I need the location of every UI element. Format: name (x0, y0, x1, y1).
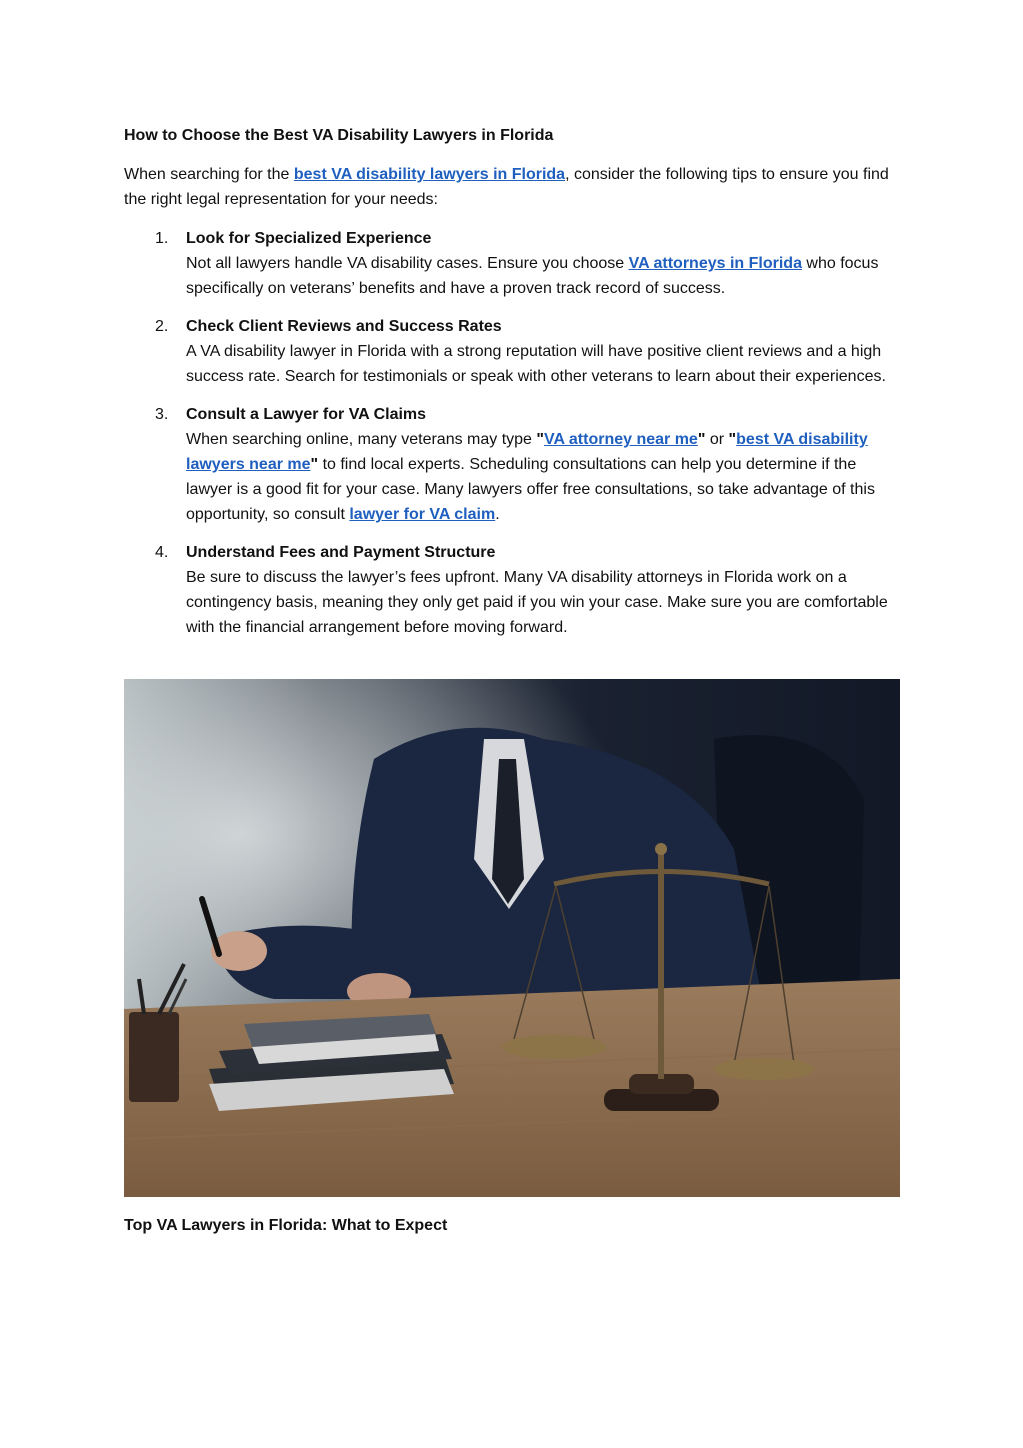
article-body (124, 124, 900, 653)
list-number: 1. (155, 230, 169, 247)
intro-text-after: , consider the following tips to ensure you find the right legal representation for your needs: (124, 166, 889, 208)
tip-text: When searching online, many veterans may type (186, 431, 537, 448)
intro-paragraph (124, 162, 900, 212)
next-section-heading: Top VA Lawyers in Florida: What to Expect (124, 1217, 448, 1234)
va-attorney-near-me-link[interactable]: VA attorney near me (544, 431, 698, 448)
best-va-disability-lawyers-near-me-link[interactable]: best VA disability lawyers near me (186, 431, 868, 473)
tip-text: Not all lawyers handle VA disability cases. Ensure you choose (186, 255, 629, 272)
list-item (124, 540, 900, 640)
tip-title: Consult a Lawyer for VA Claims (186, 406, 427, 423)
lawyer-desk-illustration (124, 679, 900, 1197)
va-attorneys-florida-link[interactable]: VA attorneys in Florida (628, 255, 802, 272)
quote-mark: " (728, 431, 737, 448)
list-item (124, 226, 900, 301)
tip-text: A VA disability lawyer in Florida with a strong reputation will have positive client reviews and a high success rate. Search for testimonials or speak with other veterans to learn about their experiences. (186, 343, 886, 385)
list-number: 4. (155, 544, 169, 561)
tip-text: or (705, 431, 729, 448)
tip-title: Understand Fees and Payment Structure (186, 544, 496, 561)
quote-mark: " (310, 456, 319, 473)
tip-text: who focus specifically on veterans’ benefits and have a proven track record of success. (186, 255, 879, 297)
tip-title: Look for Specialized Experience (186, 230, 432, 247)
lawyer-for-va-claim-link[interactable]: lawyer for VA claim (349, 506, 496, 523)
tips-list (124, 226, 900, 640)
lawyer-desk-photo (124, 679, 900, 1197)
list-item (124, 402, 900, 527)
quote-mark: " (536, 431, 544, 448)
section-heading: How to Choose the Best VA Disability Lawyers in Florida (124, 127, 554, 144)
list-item (124, 314, 900, 389)
list-number: 3. (155, 406, 169, 423)
quote-mark: " (697, 431, 706, 448)
tip-title: Check Client Reviews and Success Rates (186, 318, 502, 335)
tip-text: to find local experts. Scheduling consultations can help you determine if the lawyer is a good fit for your case. Many lawyers offer free consultations, so take advantage of this opportunity, so consult (186, 456, 875, 523)
best-va-disability-lawyers-link[interactable]: best VA disability lawyers in Florida (293, 166, 566, 183)
tip-text: Be sure to discuss the lawyer’s fees upfront. Many VA disability attorneys in Florida work on a contingency basis, meaning they only get paid if you win your case. Make sure you are comfortable with the financial arrangement before moving forward. (186, 569, 888, 636)
tip-text: . (495, 506, 500, 523)
list-number: 2. (155, 318, 169, 335)
intro-text-before: When searching for the (124, 166, 294, 183)
